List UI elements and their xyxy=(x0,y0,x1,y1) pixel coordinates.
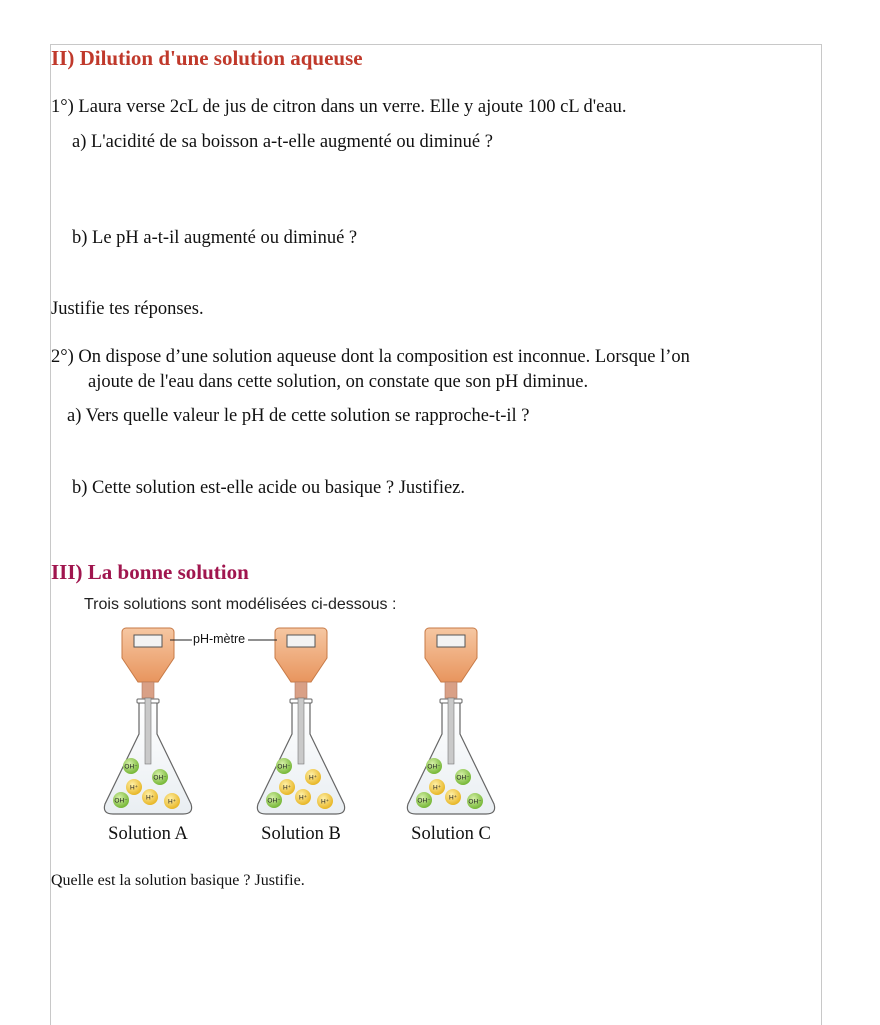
h-ion xyxy=(305,769,321,785)
ph-meter-display xyxy=(134,635,162,647)
oh-ion xyxy=(416,792,432,808)
flask-b xyxy=(257,628,344,814)
solution-label-b: Solution B xyxy=(261,824,341,844)
svg-text:OH⁻: OH⁻ xyxy=(427,763,441,771)
svg-text:H⁺: H⁺ xyxy=(145,794,155,802)
svg-text:H⁺: H⁺ xyxy=(308,774,318,782)
oh-ion xyxy=(467,793,483,809)
question-1: 1°) Laura verse 2cL de jus de citron dans un verre. Elle y ajoute 100 cL d'eau. xyxy=(51,97,627,117)
svg-text:OH⁻: OH⁻ xyxy=(456,774,470,782)
svg-text:OH⁻: OH⁻ xyxy=(114,797,128,805)
h-ion xyxy=(317,793,333,809)
h-ion xyxy=(164,793,180,809)
question-2-line-1: 2°) On dispose d’une solution aqueuse dont la composition est inconnue. Lorsque l’on xyxy=(51,347,690,367)
h-ion xyxy=(429,779,445,795)
svg-text:OH⁻: OH⁻ xyxy=(277,763,291,771)
h-ion xyxy=(445,789,461,805)
solution-label-a: Solution A xyxy=(108,824,188,844)
svg-text:H⁺: H⁺ xyxy=(320,798,330,806)
svg-text:OH⁻: OH⁻ xyxy=(468,798,482,806)
justify-instruction: Justifie tes réponses. xyxy=(51,299,204,319)
question-2b: b) Cette solution est-elle acide ou basique ? Justifiez. xyxy=(72,478,466,498)
flask-c xyxy=(407,628,494,814)
svg-text:OH⁻: OH⁻ xyxy=(124,763,138,771)
figure-intro: Trois solutions sont modélisées ci-dessous : xyxy=(84,596,397,613)
question-1b: b) Le pH a-t-il augmenté ou diminué ? xyxy=(72,228,358,248)
section-3-title: III) La bonne solution xyxy=(51,560,249,584)
ph-meter-display xyxy=(287,635,315,647)
question-2a: a) Vers quelle valeur le pH de cette solution se rapproche-t-il ? xyxy=(67,406,530,426)
ph-meter-display xyxy=(437,635,465,647)
ph-probe xyxy=(298,698,304,764)
h-ion xyxy=(126,779,142,795)
ph-meter-neck xyxy=(295,682,307,698)
svg-text:OH⁻: OH⁻ xyxy=(153,774,167,782)
h-ion xyxy=(279,779,295,795)
svg-text:OH⁻: OH⁻ xyxy=(417,797,431,805)
oh-ion xyxy=(455,769,471,785)
h-ion xyxy=(142,789,158,805)
final-question: Quelle est la solution basique ? Justifie. xyxy=(51,872,305,889)
ph-meter-neck xyxy=(142,682,154,698)
svg-text:OH⁻: OH⁻ xyxy=(267,797,281,805)
ph-meter-neck xyxy=(445,682,457,698)
oh-ion xyxy=(152,769,168,785)
svg-text:H⁺: H⁺ xyxy=(448,794,458,802)
question-2-line-2: ajoute de l'eau dans cette solution, on constate que son pH diminue. xyxy=(88,372,589,392)
ph-probe xyxy=(145,698,151,764)
flask-a xyxy=(104,628,191,814)
oh-ion xyxy=(276,758,292,774)
svg-text:H⁺: H⁺ xyxy=(298,794,308,802)
oh-ion xyxy=(426,758,442,774)
oh-ion xyxy=(113,792,129,808)
ph-probe xyxy=(448,698,454,764)
oh-ion xyxy=(123,758,139,774)
ph-meter-label: pH-mètre xyxy=(193,632,246,646)
section-2-title: II) Dilution d'une solution aqueuse xyxy=(51,46,363,70)
solution-label-c: Solution C xyxy=(411,824,491,844)
h-ion xyxy=(295,789,311,805)
oh-ion xyxy=(266,792,282,808)
svg-text:H⁺: H⁺ xyxy=(167,798,177,806)
svg-text:H⁺: H⁺ xyxy=(282,784,292,792)
question-1a: a) L'acidité de sa boisson a-t-elle augmenté ou diminué ? xyxy=(72,132,493,152)
svg-text:H⁺: H⁺ xyxy=(432,784,442,792)
svg-text:H⁺: H⁺ xyxy=(129,784,139,792)
